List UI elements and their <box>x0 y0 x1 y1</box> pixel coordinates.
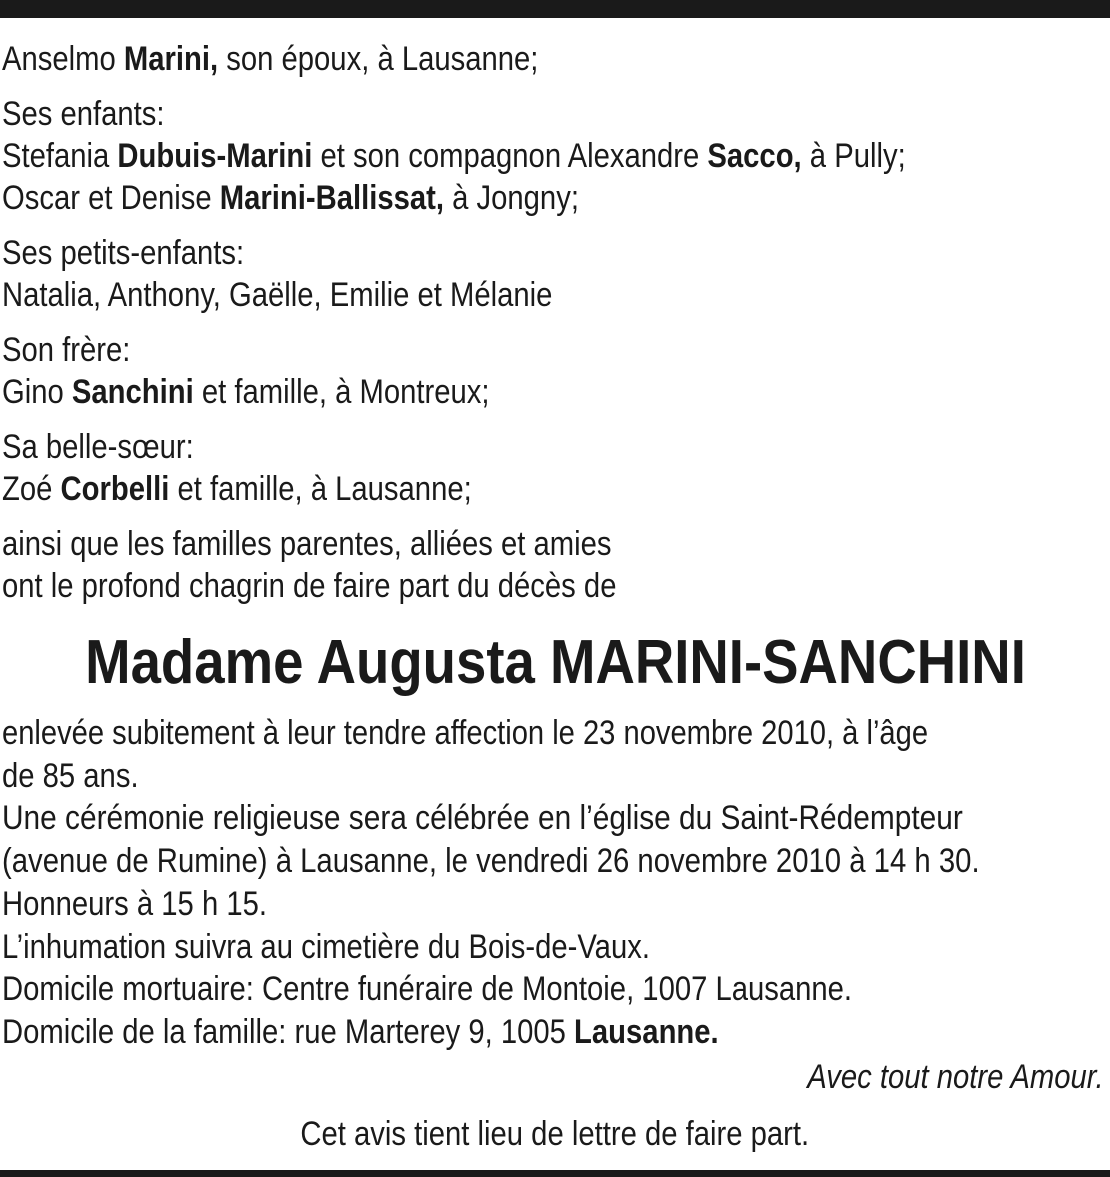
spouse-line: Anselmo Marini, son époux, à Lausanne; <box>2 40 539 78</box>
top-rule <box>0 0 1110 18</box>
brother-line: Gino Sanchini et famille, à Montreux; <box>2 373 490 411</box>
sisterinlaw-label: Sa belle-sœur: <box>2 428 194 466</box>
grandchildren-names: Natalia, Anthony, Gaëlle, Emilie et Mélanie <box>2 276 553 314</box>
footer-note: Cet avis tient lieu de lettre de faire part. <box>300 1115 810 1153</box>
detail-line-7: Domicile mortuaire: Centre funéraire de Montoie, 1007 Lausanne. <box>2 970 853 1009</box>
grandchildren-label: Ses petits-enfants: <box>2 234 245 272</box>
bottom-rule <box>0 1170 1110 1177</box>
children-label: Ses enfants: <box>2 95 165 133</box>
detail-line-8: Domicile de la famille: rue Marterey 9, 1005 Lausanne. <box>2 1012 719 1051</box>
signature: Avec tout notre Amour. <box>807 1058 1104 1096</box>
detail-line-1: enlevée subitement à leur tendre affection le 23 novembre 2010, à l’âge <box>2 714 929 752</box>
deceased-name-heading: Madame Augusta MARINI-SANCHINI <box>84 628 1026 697</box>
brother-label: Son frère: <box>2 331 131 369</box>
sisterinlaw-line: Zoé Corbelli et famille, à Lausanne; <box>2 470 472 508</box>
detail-line-4: (avenue de Rumine) à Lausanne, le vendredi 26 novembre 2010 à 14 h 30. <box>2 842 980 881</box>
detail-line-3: Une cérémonie religieuse sera célébrée en l’église du Saint-Rédempteur <box>2 799 963 838</box>
detail-line-5: Honneurs à 15 h 15. <box>2 884 267 923</box>
family-list <box>2 38 1110 607</box>
closing-line-2: ont le profond chagrin de faire part du décès de <box>2 567 617 605</box>
child-line-1: Stefania Dubuis-Marini et son compagnon Alexandre Sacco, à Pully; <box>2 137 906 175</box>
detail-line-2: de 85 ans. <box>2 756 139 795</box>
closing-line-1: ainsi que les familles parentes, alliées et amies <box>2 525 612 563</box>
detail-line-6: L’inhumation suivra au cimetière du Bois-de-Vaux. <box>2 927 650 966</box>
child-line-2: Oscar et Denise Marini-Ballissat, à Jongny; <box>2 179 579 217</box>
funeral-details <box>2 712 1108 1054</box>
